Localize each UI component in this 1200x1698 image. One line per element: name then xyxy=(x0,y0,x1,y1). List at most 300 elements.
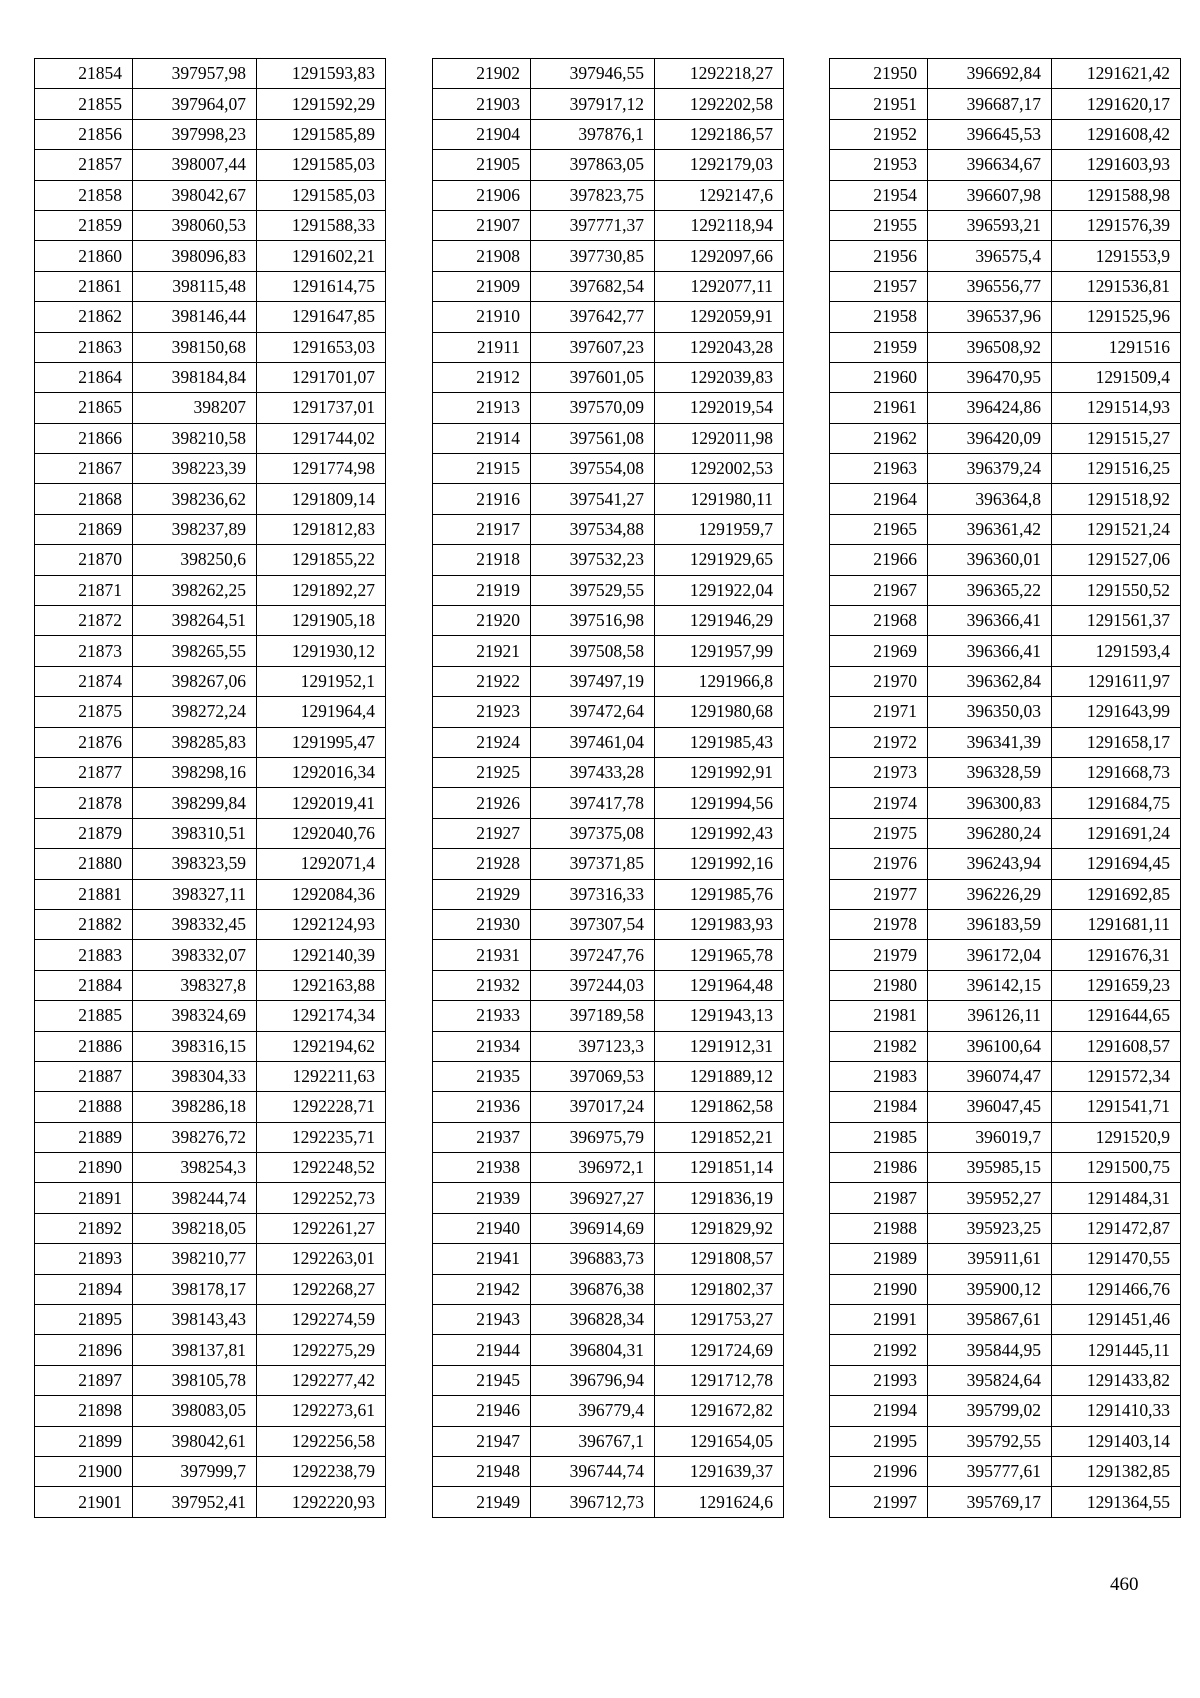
point-number-cell: 21970 xyxy=(830,666,928,696)
point-number-cell: 21889 xyxy=(35,1122,133,1152)
table-row xyxy=(433,241,784,271)
y-coordinate-cell: 1291943,13 xyxy=(655,1001,784,1031)
x-coordinate-cell: 397999,7 xyxy=(133,1456,257,1486)
table-row xyxy=(830,970,1181,1000)
x-coordinate-cell: 398184,84 xyxy=(133,362,257,392)
point-number-cell: 21888 xyxy=(35,1092,133,1122)
table-row xyxy=(830,757,1181,787)
table-row xyxy=(433,1396,784,1426)
table-row xyxy=(830,697,1181,727)
point-number-cell: 21865 xyxy=(35,393,133,423)
x-coordinate-cell: 396744,74 xyxy=(531,1456,655,1486)
table-row xyxy=(830,1244,1181,1274)
table-row xyxy=(830,210,1181,240)
y-coordinate-cell: 1292118,94 xyxy=(655,210,784,240)
y-coordinate-cell: 1291946,29 xyxy=(655,606,784,636)
point-number-cell: 21870 xyxy=(35,545,133,575)
x-coordinate-cell: 398115,48 xyxy=(133,271,257,301)
table-row xyxy=(35,757,386,787)
y-coordinate-cell: 1292059,91 xyxy=(655,302,784,332)
table-row xyxy=(830,1365,1181,1395)
table-row xyxy=(433,788,784,818)
point-number-cell: 21908 xyxy=(433,241,531,271)
y-coordinate-cell: 1291701,07 xyxy=(257,362,386,392)
x-coordinate-cell: 398105,78 xyxy=(133,1365,257,1395)
x-coordinate-cell: 397823,75 xyxy=(531,180,655,210)
y-coordinate-cell: 1291694,45 xyxy=(1052,849,1181,879)
x-coordinate-cell: 396366,41 xyxy=(928,606,1052,636)
y-coordinate-cell: 1291484,31 xyxy=(1052,1183,1181,1213)
y-coordinate-cell: 1291472,87 xyxy=(1052,1213,1181,1243)
y-coordinate-cell: 1291536,81 xyxy=(1052,271,1181,301)
y-coordinate-cell: 1291681,11 xyxy=(1052,909,1181,939)
table-row xyxy=(35,423,386,453)
x-coordinate-cell: 397957,98 xyxy=(133,59,257,89)
table-row xyxy=(830,1487,1181,1517)
x-coordinate-cell: 397472,64 xyxy=(531,697,655,727)
point-number-cell: 21904 xyxy=(433,119,531,149)
point-number-cell: 21963 xyxy=(830,454,928,484)
point-number-cell: 21894 xyxy=(35,1274,133,1304)
table-row xyxy=(830,788,1181,818)
y-coordinate-cell: 1291520,9 xyxy=(1052,1122,1181,1152)
y-coordinate-cell: 1292186,57 xyxy=(655,119,784,149)
point-number-cell: 21939 xyxy=(433,1183,531,1213)
table-row xyxy=(830,514,1181,544)
table-row xyxy=(433,302,784,332)
y-coordinate-cell: 1291668,73 xyxy=(1052,757,1181,787)
table-row xyxy=(35,1213,386,1243)
x-coordinate-cell: 396645,53 xyxy=(928,119,1052,149)
x-coordinate-cell: 398272,24 xyxy=(133,697,257,727)
point-number-cell: 21915 xyxy=(433,454,531,484)
y-coordinate-cell: 1292011,98 xyxy=(655,423,784,453)
point-number-cell: 21990 xyxy=(830,1274,928,1304)
table-row xyxy=(433,636,784,666)
y-coordinate-cell: 1291966,8 xyxy=(655,666,784,696)
table-row xyxy=(433,332,784,362)
x-coordinate-cell: 396365,22 xyxy=(928,575,1052,605)
point-number-cell: 21942 xyxy=(433,1274,531,1304)
x-coordinate-cell: 396767,1 xyxy=(531,1426,655,1456)
point-number-cell: 21928 xyxy=(433,849,531,879)
table-row xyxy=(830,393,1181,423)
point-number-cell: 21992 xyxy=(830,1335,928,1365)
point-number-cell: 21945 xyxy=(433,1365,531,1395)
table-row xyxy=(35,210,386,240)
point-number-cell: 21869 xyxy=(35,514,133,544)
y-coordinate-cell: 1292039,83 xyxy=(655,362,784,392)
x-coordinate-cell: 398324,69 xyxy=(133,1001,257,1031)
table-row xyxy=(433,545,784,575)
page-number: 460 xyxy=(1110,1574,1139,1595)
y-coordinate-cell: 1292275,29 xyxy=(257,1335,386,1365)
table-row xyxy=(830,119,1181,149)
y-coordinate-cell: 1292228,71 xyxy=(257,1092,386,1122)
point-number-cell: 21980 xyxy=(830,970,928,1000)
point-number-cell: 21890 xyxy=(35,1153,133,1183)
point-number-cell: 21965 xyxy=(830,514,928,544)
x-coordinate-cell: 398276,72 xyxy=(133,1122,257,1152)
x-coordinate-cell: 397876,1 xyxy=(531,119,655,149)
point-number-cell: 21921 xyxy=(433,636,531,666)
point-number-cell: 21923 xyxy=(433,697,531,727)
x-coordinate-cell: 396804,31 xyxy=(531,1335,655,1365)
y-coordinate-cell: 1291983,93 xyxy=(655,909,784,939)
point-number-cell: 21913 xyxy=(433,393,531,423)
table-row xyxy=(433,1456,784,1486)
x-coordinate-cell: 398244,74 xyxy=(133,1183,257,1213)
table-row xyxy=(830,1001,1181,1031)
x-coordinate-cell: 398210,58 xyxy=(133,423,257,453)
point-number-cell: 21874 xyxy=(35,666,133,696)
y-coordinate-cell: 1291957,99 xyxy=(655,636,784,666)
y-coordinate-cell: 1292235,71 xyxy=(257,1122,386,1152)
point-number-cell: 21947 xyxy=(433,1426,531,1456)
y-coordinate-cell: 1291608,42 xyxy=(1052,119,1181,149)
x-coordinate-cell: 398178,17 xyxy=(133,1274,257,1304)
y-coordinate-cell: 1291829,92 xyxy=(655,1213,784,1243)
table-row xyxy=(433,970,784,1000)
x-coordinate-cell: 397561,08 xyxy=(531,423,655,453)
y-coordinate-cell: 1291980,11 xyxy=(655,484,784,514)
table-row xyxy=(433,1153,784,1183)
y-coordinate-cell: 1291836,19 xyxy=(655,1183,784,1213)
table-row xyxy=(35,1061,386,1091)
x-coordinate-cell: 396142,15 xyxy=(928,970,1052,1000)
x-coordinate-cell: 396328,59 xyxy=(928,757,1052,787)
point-number-cell: 21919 xyxy=(433,575,531,605)
y-coordinate-cell: 1291644,65 xyxy=(1052,1001,1181,1031)
x-coordinate-cell: 397189,58 xyxy=(531,1001,655,1031)
point-number-cell: 21898 xyxy=(35,1396,133,1426)
y-coordinate-cell: 1291994,56 xyxy=(655,788,784,818)
x-coordinate-cell: 398237,89 xyxy=(133,514,257,544)
point-number-cell: 21975 xyxy=(830,818,928,848)
point-number-cell: 21901 xyxy=(35,1487,133,1517)
x-coordinate-cell: 398143,43 xyxy=(133,1305,257,1335)
x-coordinate-cell: 398060,53 xyxy=(133,210,257,240)
y-coordinate-cell: 1291952,1 xyxy=(257,666,386,696)
table-row xyxy=(35,1274,386,1304)
point-number-cell: 21864 xyxy=(35,362,133,392)
point-number-cell: 21973 xyxy=(830,757,928,787)
y-coordinate-cell: 1291592,29 xyxy=(257,89,386,119)
y-coordinate-cell: 1291585,03 xyxy=(257,150,386,180)
x-coordinate-cell: 398299,84 xyxy=(133,788,257,818)
table-row xyxy=(830,1031,1181,1061)
table-row xyxy=(35,1122,386,1152)
x-coordinate-cell: 398264,51 xyxy=(133,606,257,636)
point-number-cell: 21918 xyxy=(433,545,531,575)
table-row xyxy=(35,271,386,301)
y-coordinate-cell: 1292211,63 xyxy=(257,1061,386,1091)
point-number-cell: 21982 xyxy=(830,1031,928,1061)
x-coordinate-cell: 398286,18 xyxy=(133,1092,257,1122)
point-number-cell: 21994 xyxy=(830,1396,928,1426)
point-number-cell: 21863 xyxy=(35,332,133,362)
x-coordinate-cell: 397529,55 xyxy=(531,575,655,605)
point-number-cell: 21873 xyxy=(35,636,133,666)
table-row xyxy=(830,606,1181,636)
y-coordinate-cell: 1291812,83 xyxy=(257,514,386,544)
y-coordinate-cell: 1291889,12 xyxy=(655,1061,784,1091)
point-number-cell: 21986 xyxy=(830,1153,928,1183)
y-coordinate-cell: 1292252,73 xyxy=(257,1183,386,1213)
table-row xyxy=(830,849,1181,879)
y-coordinate-cell: 1291808,57 xyxy=(655,1244,784,1274)
table-row xyxy=(830,1305,1181,1335)
table-row xyxy=(35,849,386,879)
y-coordinate-cell: 1292140,39 xyxy=(257,940,386,970)
x-coordinate-cell: 398327,8 xyxy=(133,970,257,1000)
x-coordinate-cell: 395769,17 xyxy=(928,1487,1052,1517)
table-row xyxy=(35,879,386,909)
y-coordinate-cell: 1292124,93 xyxy=(257,909,386,939)
y-coordinate-cell: 1291561,37 xyxy=(1052,606,1181,636)
table-row xyxy=(35,1001,386,1031)
y-coordinate-cell: 1291382,85 xyxy=(1052,1456,1181,1486)
x-coordinate-cell: 397607,23 xyxy=(531,332,655,362)
y-coordinate-cell: 1292274,59 xyxy=(257,1305,386,1335)
y-coordinate-cell: 1291514,93 xyxy=(1052,393,1181,423)
point-number-cell: 21900 xyxy=(35,1456,133,1486)
table-row xyxy=(830,423,1181,453)
table-row xyxy=(35,1153,386,1183)
x-coordinate-cell: 398150,68 xyxy=(133,332,257,362)
table-row xyxy=(433,423,784,453)
x-coordinate-cell: 398267,06 xyxy=(133,666,257,696)
table-row xyxy=(35,545,386,575)
y-coordinate-cell: 1291500,75 xyxy=(1052,1153,1181,1183)
y-coordinate-cell: 1292194,62 xyxy=(257,1031,386,1061)
y-coordinate-cell: 1291433,82 xyxy=(1052,1365,1181,1395)
x-coordinate-cell: 397601,05 xyxy=(531,362,655,392)
table-row xyxy=(830,180,1181,210)
x-coordinate-cell: 396226,29 xyxy=(928,879,1052,909)
table-row xyxy=(830,271,1181,301)
point-number-cell: 21932 xyxy=(433,970,531,1000)
table-row xyxy=(830,484,1181,514)
coordinate-table-3 xyxy=(829,58,1181,1518)
table-row xyxy=(433,1061,784,1091)
x-coordinate-cell: 395952,27 xyxy=(928,1183,1052,1213)
table-row xyxy=(830,727,1181,757)
x-coordinate-cell: 398327,11 xyxy=(133,879,257,909)
x-coordinate-cell: 398096,83 xyxy=(133,241,257,271)
table-row xyxy=(830,1456,1181,1486)
y-coordinate-cell: 1291614,75 xyxy=(257,271,386,301)
y-coordinate-cell: 1291802,37 xyxy=(655,1274,784,1304)
y-coordinate-cell: 1291515,27 xyxy=(1052,423,1181,453)
point-number-cell: 21997 xyxy=(830,1487,928,1517)
table-row xyxy=(433,1183,784,1213)
y-coordinate-cell: 1291621,42 xyxy=(1052,59,1181,89)
table-row xyxy=(35,332,386,362)
y-coordinate-cell: 1292218,27 xyxy=(655,59,784,89)
x-coordinate-cell: 396779,4 xyxy=(531,1396,655,1426)
y-coordinate-cell: 1291809,14 xyxy=(257,484,386,514)
y-coordinate-cell: 1292174,34 xyxy=(257,1001,386,1031)
x-coordinate-cell: 397516,98 xyxy=(531,606,655,636)
point-number-cell: 21955 xyxy=(830,210,928,240)
y-coordinate-cell: 1292147,6 xyxy=(655,180,784,210)
x-coordinate-cell: 395985,15 xyxy=(928,1153,1052,1183)
point-number-cell: 21934 xyxy=(433,1031,531,1061)
y-coordinate-cell: 1291602,21 xyxy=(257,241,386,271)
x-coordinate-cell: 397017,24 xyxy=(531,1092,655,1122)
y-coordinate-cell: 1292016,34 xyxy=(257,757,386,787)
x-coordinate-cell: 397247,76 xyxy=(531,940,655,970)
table-row xyxy=(35,1305,386,1335)
point-number-cell: 21867 xyxy=(35,454,133,484)
table-row xyxy=(830,909,1181,939)
x-coordinate-cell: 396883,73 xyxy=(531,1244,655,1274)
point-number-cell: 21977 xyxy=(830,879,928,909)
table-row xyxy=(830,575,1181,605)
point-number-cell: 21976 xyxy=(830,849,928,879)
table-row xyxy=(35,788,386,818)
y-coordinate-cell: 1291653,03 xyxy=(257,332,386,362)
point-number-cell: 21960 xyxy=(830,362,928,392)
table-row xyxy=(830,1183,1181,1213)
x-coordinate-cell: 396508,92 xyxy=(928,332,1052,362)
table-row xyxy=(35,666,386,696)
point-number-cell: 21993 xyxy=(830,1365,928,1395)
table-row xyxy=(830,940,1181,970)
x-coordinate-cell: 396100,64 xyxy=(928,1031,1052,1061)
x-coordinate-cell: 398146,44 xyxy=(133,302,257,332)
table-row xyxy=(830,454,1181,484)
x-coordinate-cell: 396927,27 xyxy=(531,1183,655,1213)
y-coordinate-cell: 1291639,37 xyxy=(655,1456,784,1486)
y-coordinate-cell: 1291593,4 xyxy=(1052,636,1181,666)
table-row xyxy=(35,970,386,1000)
y-coordinate-cell: 1291929,65 xyxy=(655,545,784,575)
y-coordinate-cell: 1292071,4 xyxy=(257,849,386,879)
point-number-cell: 21887 xyxy=(35,1061,133,1091)
x-coordinate-cell: 396362,84 xyxy=(928,666,1052,696)
y-coordinate-cell: 1292097,66 xyxy=(655,241,784,271)
point-number-cell: 21903 xyxy=(433,89,531,119)
table-row xyxy=(35,636,386,666)
point-number-cell: 21954 xyxy=(830,180,928,210)
x-coordinate-cell: 397534,88 xyxy=(531,514,655,544)
point-number-cell: 21861 xyxy=(35,271,133,301)
table-row xyxy=(35,1335,386,1365)
point-number-cell: 21969 xyxy=(830,636,928,666)
y-coordinate-cell: 1291774,98 xyxy=(257,454,386,484)
point-number-cell: 21886 xyxy=(35,1031,133,1061)
y-coordinate-cell: 1291724,69 xyxy=(655,1335,784,1365)
table-row xyxy=(830,545,1181,575)
y-coordinate-cell: 1291658,17 xyxy=(1052,727,1181,757)
x-coordinate-cell: 396537,96 xyxy=(928,302,1052,332)
y-coordinate-cell: 1291516,25 xyxy=(1052,454,1181,484)
x-coordinate-cell: 396692,84 xyxy=(928,59,1052,89)
table-row xyxy=(35,909,386,939)
point-number-cell: 21948 xyxy=(433,1456,531,1486)
y-coordinate-cell: 1291585,03 xyxy=(257,180,386,210)
table-row xyxy=(35,454,386,484)
table-row xyxy=(830,89,1181,119)
point-number-cell: 21912 xyxy=(433,362,531,392)
table-row xyxy=(35,484,386,514)
x-coordinate-cell: 396975,79 xyxy=(531,1122,655,1152)
table-row xyxy=(433,666,784,696)
x-coordinate-cell: 396364,8 xyxy=(928,484,1052,514)
y-coordinate-cell: 1291608,57 xyxy=(1052,1031,1181,1061)
table-row xyxy=(35,940,386,970)
table-row xyxy=(35,1092,386,1122)
point-number-cell: 21930 xyxy=(433,909,531,939)
point-number-cell: 21937 xyxy=(433,1122,531,1152)
y-coordinate-cell: 1292043,28 xyxy=(655,332,784,362)
x-coordinate-cell: 396280,24 xyxy=(928,818,1052,848)
table-row xyxy=(433,210,784,240)
point-number-cell: 21872 xyxy=(35,606,133,636)
x-coordinate-cell: 395792,55 xyxy=(928,1426,1052,1456)
table-row xyxy=(830,1061,1181,1091)
point-number-cell: 21936 xyxy=(433,1092,531,1122)
table-row xyxy=(35,150,386,180)
table-row xyxy=(433,1274,784,1304)
x-coordinate-cell: 396172,04 xyxy=(928,940,1052,970)
x-coordinate-cell: 397964,07 xyxy=(133,89,257,119)
point-number-cell: 21855 xyxy=(35,89,133,119)
x-coordinate-cell: 397508,58 xyxy=(531,636,655,666)
y-coordinate-cell: 1291516 xyxy=(1052,332,1181,362)
table-row xyxy=(35,1426,386,1456)
point-number-cell: 21922 xyxy=(433,666,531,696)
point-number-cell: 21938 xyxy=(433,1153,531,1183)
x-coordinate-cell: 396424,86 xyxy=(928,393,1052,423)
x-coordinate-cell: 398042,67 xyxy=(133,180,257,210)
x-coordinate-cell: 395911,61 xyxy=(928,1244,1052,1274)
y-coordinate-cell: 1291959,7 xyxy=(655,514,784,544)
point-number-cell: 21927 xyxy=(433,818,531,848)
x-coordinate-cell: 397998,23 xyxy=(133,119,257,149)
point-number-cell: 21946 xyxy=(433,1396,531,1426)
table-row xyxy=(433,1031,784,1061)
y-coordinate-cell: 1291692,85 xyxy=(1052,879,1181,909)
y-coordinate-cell: 1292273,61 xyxy=(257,1396,386,1426)
point-number-cell: 21957 xyxy=(830,271,928,301)
y-coordinate-cell: 1291624,6 xyxy=(655,1487,784,1517)
point-number-cell: 21868 xyxy=(35,484,133,514)
x-coordinate-cell: 397682,54 xyxy=(531,271,655,301)
table-row xyxy=(830,1274,1181,1304)
y-coordinate-cell: 1291992,43 xyxy=(655,818,784,848)
table-row xyxy=(433,879,784,909)
table-row xyxy=(433,362,784,392)
table-row xyxy=(35,302,386,332)
y-coordinate-cell: 1291851,14 xyxy=(655,1153,784,1183)
table-row xyxy=(433,1244,784,1274)
table-row xyxy=(433,180,784,210)
point-number-cell: 21857 xyxy=(35,150,133,180)
table-row xyxy=(433,1487,784,1517)
table-row xyxy=(433,1213,784,1243)
point-number-cell: 21866 xyxy=(35,423,133,453)
y-coordinate-cell: 1291964,4 xyxy=(257,697,386,727)
table-row xyxy=(35,606,386,636)
y-coordinate-cell: 1291995,47 xyxy=(257,727,386,757)
y-coordinate-cell: 1291737,01 xyxy=(257,393,386,423)
point-number-cell: 21981 xyxy=(830,1001,928,1031)
table-row xyxy=(35,818,386,848)
point-number-cell: 21956 xyxy=(830,241,928,271)
